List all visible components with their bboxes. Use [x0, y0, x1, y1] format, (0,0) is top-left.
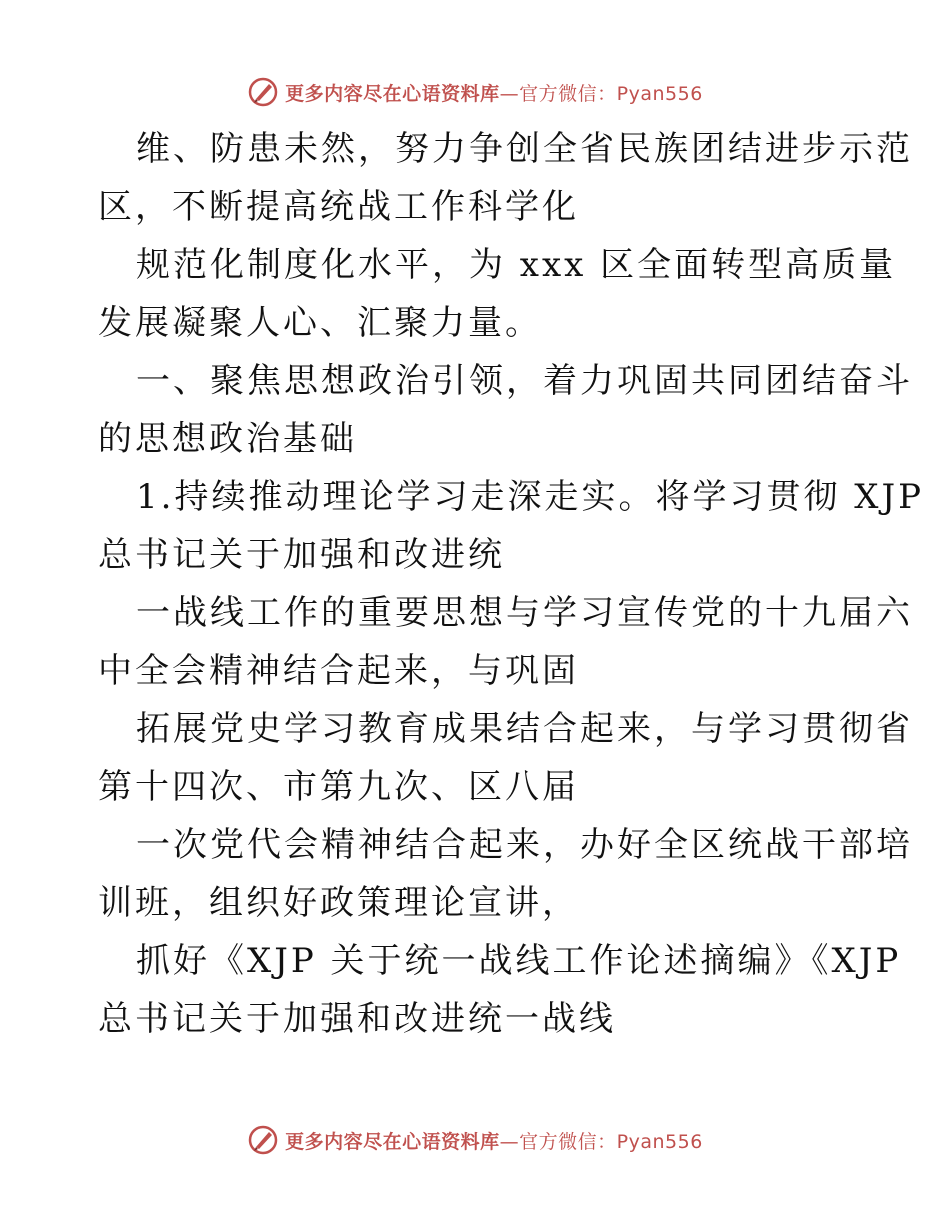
quill-pen-logo-icon	[247, 76, 279, 108]
body-line: 一次党代会精神结合起来，办好全区统战干部培	[136, 825, 913, 865]
body-line: 总书记关于加强和改进统一战线	[98, 999, 616, 1039]
body-line: 1.持续推动理论学习走深走实。将学习贯彻 XJP	[136, 477, 924, 517]
body-line: 一战线工作的重要思想与学习宣传党的十九届六	[136, 593, 913, 633]
body-line: 总书记关于加强和改进统	[98, 535, 505, 575]
body-line: 规范化制度化水平，为 xxx 区全面转型高质量	[136, 245, 897, 285]
body-line: 拓展党史学习教育成果结合起来，与学习贯彻省	[136, 709, 913, 749]
watermark-lead: 更多内容尽在心语资料库	[285, 1130, 500, 1153]
body-line: 区，不断提高统战工作科学化	[98, 187, 579, 227]
document-body	[98, 120, 924, 1048]
section-heading-line: 的思想政治基础	[98, 419, 357, 459]
section-heading-line: 一、聚焦思想政治引领，着力巩固共同团结奋斗	[136, 361, 913, 401]
watermark-text	[285, 79, 703, 106]
watermark-contact: 官方微信：Pyan556	[519, 1130, 703, 1153]
watermark-text	[285, 1127, 703, 1154]
watermark-contact: 官方微信：Pyan556	[519, 82, 703, 105]
body-line: 中全会精神结合起来，与巩固	[98, 651, 579, 691]
body-line: 第十四次、市第九次、区八届	[98, 767, 579, 807]
body-line: 维、防患未然，努力争创全省民族团结进步示范	[136, 129, 913, 169]
body-line: 训班，组织好政策理论宣讲，	[98, 883, 579, 923]
watermark-separator: —	[499, 1130, 520, 1153]
header-watermark	[0, 72, 950, 112]
watermark-lead: 更多内容尽在心语资料库	[285, 82, 500, 105]
quill-pen-logo-icon	[247, 1124, 279, 1156]
body-line: 抓好《XJP 关于统一战线工作论述摘编》《XJP	[136, 941, 902, 981]
watermark-separator: —	[499, 82, 520, 105]
body-line: 发展凝聚人心、汇聚力量。	[98, 303, 542, 343]
footer-watermark	[0, 1120, 950, 1160]
